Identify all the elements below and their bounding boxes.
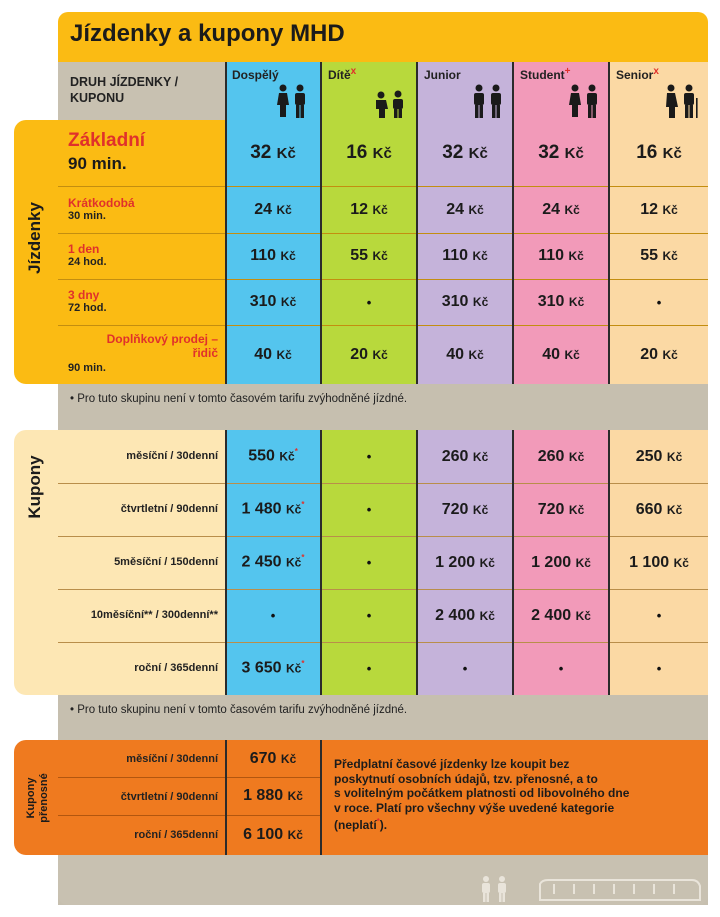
footnote-kupony: • Pro tuto skupinu není v tomto časovém tarifu zvýhodněné jízdné. — [70, 704, 408, 716]
column-divider — [320, 430, 322, 695]
price-amount: 1 480 — [241, 500, 282, 518]
price-amount: 40 — [446, 345, 464, 363]
prenosne-row-label: roční / 365denní — [134, 829, 218, 841]
not-available-dot: • — [366, 661, 372, 676]
jizdenky-price-cell — [226, 325, 320, 384]
currency-label: Kč — [568, 249, 584, 263]
kupony-price-cell — [418, 642, 512, 695]
column-header-senior: Senior$^x$ — [610, 62, 708, 120]
footnote-star: * — [301, 659, 305, 669]
price-amount: 310 — [537, 293, 565, 310]
not-available-dot: • — [366, 555, 372, 570]
currency-label: Kč — [279, 449, 295, 464]
column-divider — [225, 62, 227, 384]
jizdenky-price-cell — [610, 233, 708, 279]
kupony-price-cell — [514, 483, 608, 536]
kupony-price-cell — [226, 430, 320, 483]
kupony-price-cell — [418, 536, 512, 589]
price-amount: 310 — [249, 293, 277, 310]
kupony-price-cell — [322, 589, 416, 642]
currency-label: Kč — [472, 295, 489, 309]
jizdenky-price-cell — [418, 325, 512, 384]
not-available-dot: • — [656, 294, 662, 310]
currency-label: Kč — [280, 295, 297, 309]
kupony-price-cell — [514, 536, 608, 589]
price-amount: 3 650 — [241, 659, 282, 677]
currency-label: Kč — [286, 555, 302, 570]
not-available-dot: • — [366, 449, 372, 464]
kupony-price-cell — [610, 642, 708, 695]
price-amount: 720 — [537, 500, 565, 518]
price-amount: 550 — [248, 447, 275, 465]
column-divider — [512, 430, 514, 695]
kupony-section-label: Kupony — [25, 455, 44, 519]
currency-label: Kč — [575, 608, 591, 623]
currency-label: Kč — [276, 202, 292, 217]
price-amount: 20 — [640, 345, 658, 363]
price-amount: 1 200 — [531, 553, 572, 571]
footnote-jizdenky: • Pro tuto skupinu není v tomto časovém tarifu zvýhodněné jízdné. — [70, 393, 408, 405]
kupony-row-label: čtvrtletní / 90denní — [120, 503, 218, 515]
jizdenky-price-cell — [322, 279, 416, 325]
type-column-header — [58, 62, 226, 120]
column-divider — [512, 62, 514, 384]
price-amount: 16 — [346, 142, 368, 163]
price-amount: 32 — [442, 142, 464, 163]
currency-label: Kč — [276, 347, 292, 362]
price-amount: 670 — [249, 749, 277, 767]
currency-label: Kč — [468, 347, 484, 362]
currency-label: Kč — [575, 555, 591, 570]
price-amount: 720 — [441, 500, 469, 518]
kupony-price-cell — [226, 589, 320, 642]
column-header-junior: Junior — [418, 62, 512, 120]
prenosne-price-cell — [226, 815, 320, 855]
kupony-price-cell — [418, 430, 512, 483]
junior-icon — [470, 84, 506, 118]
price-amount: 660 — [635, 500, 663, 518]
not-available-dot: • — [366, 294, 372, 310]
not-available-dot: • — [366, 608, 372, 623]
jizdenky-price-cell — [226, 186, 320, 233]
price-amount: 12 — [640, 200, 658, 218]
price-amount: 20 — [350, 345, 368, 363]
jizdenky-price-cell — [418, 186, 512, 233]
currency-label: Kč — [472, 249, 488, 263]
currency-label: Kč — [564, 202, 580, 217]
kupony-price-cell — [610, 589, 708, 642]
row-label-3-dny: 3 dny 72 hod. — [68, 288, 107, 314]
price-amount: 1 880 — [243, 787, 284, 804]
kupony-price-cell — [226, 483, 320, 536]
column-divider — [225, 740, 227, 855]
currency-label: Kč — [372, 249, 388, 263]
kupony-price-cell — [322, 642, 416, 695]
kupony-price-cell — [514, 589, 608, 642]
price-amount: 260 — [537, 447, 565, 465]
currency-label: Kč — [673, 555, 689, 570]
footnote-star: * — [294, 447, 298, 457]
currency-label: Kč — [479, 555, 495, 570]
jizdenky-price-cell — [418, 279, 512, 325]
price-amount: 250 — [635, 447, 663, 465]
currency-label: Kč — [662, 249, 678, 263]
currency-label: Kč — [472, 502, 489, 517]
row-label-doplnkovy: Doplňkový prodej – řidič 90 min. — [68, 332, 218, 374]
price-amount: 40 — [254, 345, 272, 363]
jizdenky-price-cell — [610, 325, 708, 384]
children-icon — [372, 90, 408, 118]
jizdenky-price-cell — [610, 120, 708, 186]
price-amount: 2 400 — [531, 606, 572, 624]
type-header-line1: DRUH JÍZDENKY / — [70, 75, 179, 89]
kupony-price-cell — [610, 483, 708, 536]
kupony-price-cell — [514, 430, 608, 483]
price-amount: 24 — [542, 200, 560, 218]
jizdenky-price-cell — [514, 325, 608, 384]
currency-label: Kč — [568, 502, 585, 517]
column-header-dospely: Dospělý — [226, 62, 320, 120]
price-amount: 2 400 — [435, 606, 476, 624]
adult-couple-icon — [274, 84, 310, 118]
row-label-kratkodoba: Krátkodobá 30 min. — [68, 196, 135, 222]
currency-label: Kč — [472, 449, 489, 464]
currency-label: Kč — [280, 249, 296, 263]
currency-label: Kč — [287, 828, 303, 842]
price-amount: 55 — [350, 247, 368, 264]
price-amount: 24 — [446, 200, 464, 218]
price-amount: 260 — [441, 447, 469, 465]
not-available-dot: • — [656, 661, 662, 676]
kupony-row-label: 5měsíční / 150denní — [114, 556, 218, 568]
column-divider — [320, 62, 322, 384]
jizdenky-price-cell — [514, 279, 608, 325]
currency-label: Kč — [468, 145, 488, 162]
footnote-star: * — [301, 500, 305, 510]
jizdenky-price-cell — [322, 233, 416, 279]
currency-label: Kč — [662, 347, 678, 362]
currency-label: Kč — [666, 449, 683, 464]
jizdenky-price-cell — [514, 120, 608, 186]
price-amount: 1 100 — [629, 553, 670, 571]
column-divider — [320, 740, 322, 855]
jizdenky-price-cell — [418, 233, 512, 279]
column-divider — [608, 62, 610, 384]
jizdenky-price-cell — [322, 120, 416, 186]
kupony-price-cell — [610, 430, 708, 483]
price-amount: 16 — [636, 142, 658, 163]
kupony-price-cell — [322, 483, 416, 536]
price-amount: 12 — [350, 200, 368, 218]
jizdenky-price-cell — [322, 325, 416, 384]
currency-label: Kč — [286, 502, 302, 517]
kupony-price-cell — [322, 430, 416, 483]
footnote-star: * — [301, 553, 305, 563]
pedestrians-icon — [478, 876, 512, 902]
prenosne-info-text: Předplatní časové jízdenky lze koupit bez poskytnutí osobních údajů, tzv. přenosné, a to s volitelným počátkem platnosti od libovolného dne v roce. Platí pro všechny výše uvedené kategorie (neplatí*). — [334, 757, 630, 832]
jizdenky-price-cell — [418, 120, 512, 186]
currency-label: Kč — [662, 202, 678, 217]
jizdenky-price-cell — [610, 186, 708, 233]
column-divider — [225, 430, 227, 695]
page-title: Jízdenky a kupony MHD — [70, 20, 345, 47]
price-amount: 32 — [250, 142, 272, 163]
column-divider — [608, 430, 610, 695]
row-label-zakladni: Základní 90 min. — [68, 130, 146, 173]
currency-label: Kč — [662, 145, 682, 162]
jizdenky-price-cell — [514, 186, 608, 233]
kupony-price-cell — [418, 589, 512, 642]
kupony-price-cell — [514, 642, 608, 695]
kupony-price-cell — [418, 483, 512, 536]
kupony-price-cell — [226, 536, 320, 589]
senior-icon — [662, 84, 702, 118]
currency-label: Kč — [568, 295, 585, 309]
jizdenky-price-cell — [610, 279, 708, 325]
jizdenky-price-cell — [226, 120, 320, 186]
not-available-dot: • — [270, 608, 276, 623]
price-amount: 1 200 — [435, 553, 476, 571]
not-available-dot: • — [462, 661, 468, 676]
currency-label: Kč — [564, 347, 580, 362]
currency-label: Kč — [286, 661, 302, 676]
column-divider — [416, 62, 418, 384]
prenosne-price-cell — [226, 740, 320, 777]
price-amount: 24 — [254, 200, 272, 218]
currency-label: Kč — [372, 347, 388, 362]
price-amount: 110 — [250, 247, 276, 264]
column-header-student: Student+ — [514, 62, 608, 120]
kupony-price-cell — [610, 536, 708, 589]
type-header-line2: KUPONU — [70, 91, 125, 105]
tram-icon — [534, 876, 704, 904]
price-amount: 110 — [538, 247, 564, 264]
price-amount: 110 — [442, 247, 468, 264]
price-amount: 40 — [542, 345, 560, 363]
price-amount: 55 — [640, 247, 658, 264]
prenosne-price-cell — [226, 777, 320, 815]
currency-label: Kč — [479, 608, 495, 623]
currency-label: Kč — [568, 449, 585, 464]
currency-label: Kč — [276, 145, 296, 162]
prenosne-section-label: Kupony přenosné — [25, 773, 50, 823]
price-amount: 32 — [538, 142, 560, 163]
kupony-row-label: 10měsíční** / 300denní** — [90, 609, 218, 621]
row-label-1-den: 1 den 24 hod. — [68, 242, 107, 268]
jizdenky-price-cell — [514, 233, 608, 279]
not-available-dot: • — [558, 661, 564, 676]
not-available-dot: • — [656, 608, 662, 623]
currency-label: Kč — [372, 145, 392, 162]
currency-label: Kč — [564, 145, 584, 162]
currency-label: Kč — [287, 789, 303, 803]
currency-label: Kč — [666, 502, 683, 517]
currency-label: Kč — [468, 202, 484, 217]
currency-label: Kč — [280, 751, 297, 766]
kupony-row-label: roční / 365denní — [134, 662, 218, 674]
prenosne-row-label: měsíční / 30denní — [126, 753, 218, 765]
price-amount: 6 100 — [243, 826, 284, 843]
prenosne-row-label: čtvrtletní / 90denní — [120, 791, 218, 803]
jizdenky-price-cell — [322, 186, 416, 233]
jizdenky-section-label: Jízdenky — [25, 202, 44, 274]
price-amount: 310 — [441, 293, 469, 310]
jizdenky-price-cell — [226, 233, 320, 279]
currency-label: Kč — [372, 202, 388, 217]
jizdenky-price-cell — [226, 279, 320, 325]
kupony-price-cell — [226, 642, 320, 695]
kupony-price-cell — [322, 536, 416, 589]
not-available-dot: • — [366, 502, 372, 517]
kupony-row-label: měsíční / 30denní — [126, 450, 218, 462]
column-header-dite: Dítě$^x$ — [322, 62, 416, 120]
column-divider — [416, 430, 418, 695]
student-icon — [566, 84, 602, 118]
price-amount: 2 450 — [241, 553, 282, 571]
